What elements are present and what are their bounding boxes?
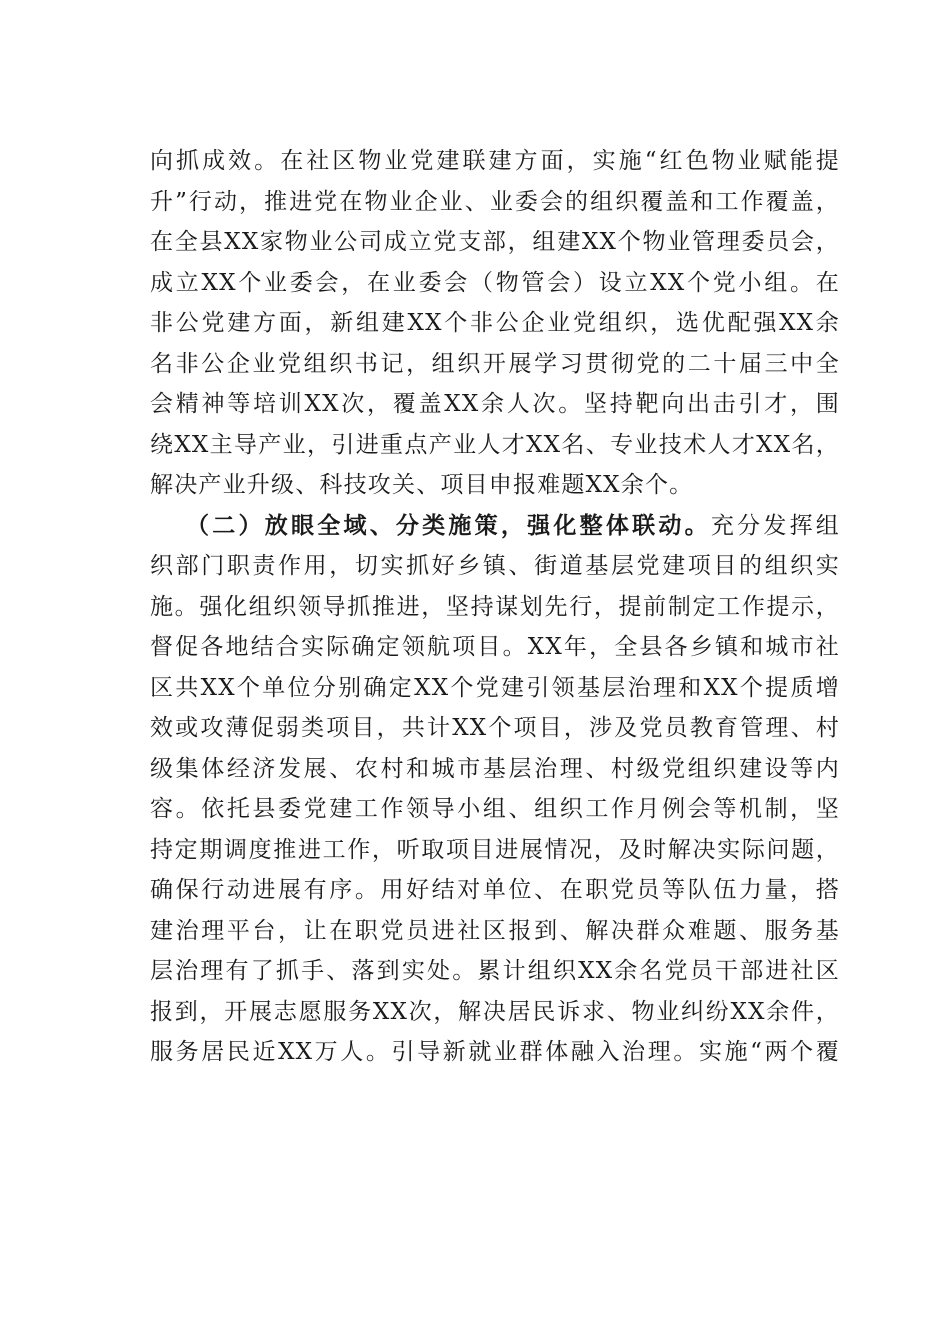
paragraph-line: 织部门职责作用，切实抓好乡镇、街道基层党建项目的组织实 [150, 553, 840, 579]
paragraph-line: 服务居民近XX万人。引导新就业群体融入治理。实施“两个覆 [150, 1039, 840, 1065]
paragraph-line: 报到，开展志愿服务XX次，解决居民诉求、物业纠纷XX余件， [150, 998, 840, 1025]
paragraph-line: 升”行动，推进党在物业企业、业委会的组织覆盖和工作覆盖， [150, 188, 840, 215]
section-heading: （二）放眼全域、分类施策，强化整体联动。 [186, 511, 711, 539]
paragraph-line: 督促各地结合实际确定领航项目。XX年，全县各乡镇和城市社 [150, 634, 840, 660]
paragraph-line: 成立XX个业委会，在业委会（物管会）设立XX个党小组。在 [150, 269, 840, 296]
paragraph-line: 容。依托县委党建工作领导小组、组织工作月例会等机制，坚 [150, 796, 840, 822]
paragraph-line: 确保行动进展有序。用好结对单位、在职党员等队伍力量，搭 [150, 877, 840, 903]
paragraph-1 [150, 141, 840, 506]
paragraph-line: 级集体经济发展、农村和城市基层治理、村级党组织建设等内 [150, 755, 840, 782]
paragraph-line: 解决产业升级、科技攻关、项目申报难题XX余个。 [150, 472, 694, 498]
paragraph-line: 在全县XX家物业公司成立党支部，组建XX个物业管理委员会， [150, 229, 840, 255]
paragraph-line: 持定期调度推进工作，听取项目进展情况，及时解决实际问题， [150, 836, 840, 863]
paragraph-line: 绕XX主导产业，引进重点产业人才XX名、专业技术人才XX名， [150, 431, 840, 458]
document-body [150, 141, 840, 1073]
paragraph-line: 非公党建方面，新组建XX个非公企业党组织，选优配强XX余 [150, 310, 840, 336]
paragraph-2 [150, 506, 840, 1073]
paragraph-line: 向抓成效。在社区物业党建联建方面，实施“红色物业赋能提 [150, 148, 840, 174]
paragraph-line: 区共XX个单位分别确定XX个党建引领基层治理和XX个提质增 [150, 674, 840, 701]
paragraph-line: 会精神等培训XX次，覆盖XX余人次。坚持靶向出击引才，围 [150, 391, 840, 417]
paragraph-line: 效或攻薄促弱类项目，共计XX个项目，涉及党员教育管理、村 [150, 715, 840, 741]
paragraph-line: 名非公企业党组织书记，组织开展学习贯彻党的二十届三中全 [150, 350, 840, 377]
heading-line-rest: 充分发挥组 [710, 512, 840, 539]
paragraph-first-line [150, 506, 840, 547]
paragraph-line: 建治理平台，让在职党员进社区报到、解决群众难题、服务基 [150, 917, 840, 944]
paragraph-line: 施。强化组织领导抓推进，坚持谋划先行，提前制定工作提示， [150, 593, 840, 620]
paragraph-line: 层治理有了抓手、落到实处。累计组织XX余名党员干部进社区 [150, 958, 840, 984]
